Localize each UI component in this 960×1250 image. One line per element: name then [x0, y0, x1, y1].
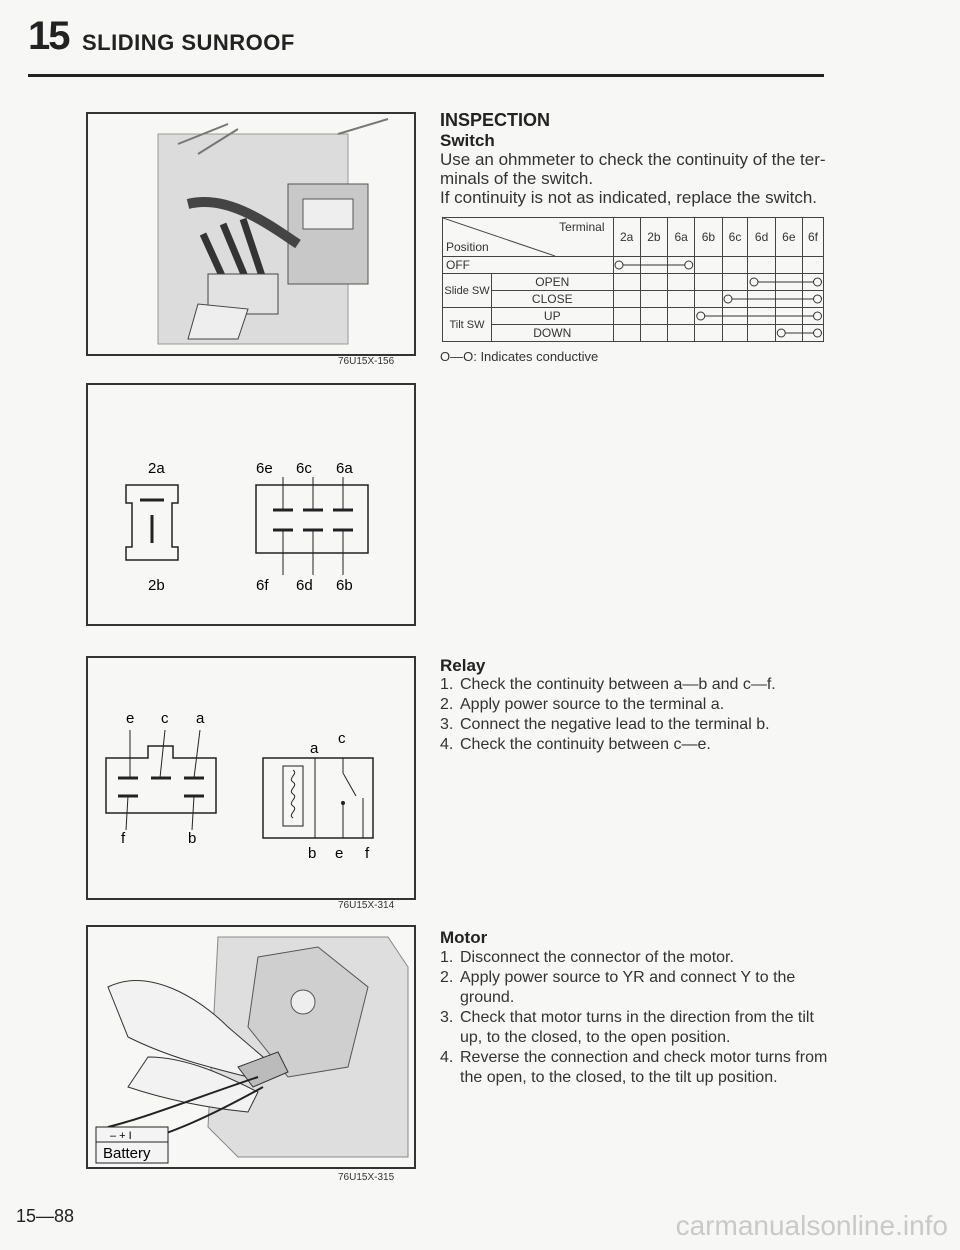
relay-terminal-a: a	[196, 710, 205, 727]
switch-instructions	[440, 150, 830, 207]
terminal-header: 6a	[668, 218, 695, 257]
list-item: 1. Check the continuity between a—b and c—f.	[440, 676, 776, 693]
list-item: 4. Check the continuity between c—e.	[440, 736, 711, 753]
relay-terminal-c: c	[161, 710, 169, 727]
table-row	[443, 325, 824, 342]
list-item: 3. Connect the negative lead to the terminal b.	[440, 716, 770, 733]
row-label-off: OFF	[443, 257, 614, 274]
group-label-tilt: Tilt SW	[443, 308, 492, 342]
list-item: 2. Apply power source to YR and connect Y to the ground.	[440, 969, 796, 1006]
switch-terminal-diagram	[88, 385, 414, 624]
battery-label: Battery	[103, 1145, 151, 1162]
terminal-label-6e: 6e	[256, 460, 273, 477]
switch-photo-illustration	[88, 114, 414, 354]
relay-figure	[86, 656, 416, 900]
group-label-slide: Slide SW	[443, 274, 492, 308]
terminal-label-6d: 6d	[296, 577, 313, 594]
table-row	[443, 291, 824, 308]
header-rule	[28, 74, 824, 77]
table-row	[443, 308, 824, 325]
switch-text-line-2: minals of the switch.	[440, 169, 594, 188]
list-item: 2. Apply power source to the terminal a.	[440, 696, 725, 713]
relay-heading: Relay	[440, 656, 486, 675]
conductive-legend: O—O: Indicates conductive	[440, 349, 599, 364]
relay-terminal-e: e	[126, 710, 135, 727]
motor-photo-illustration	[88, 927, 414, 1167]
relay-terminal-f: f	[121, 830, 126, 847]
figure-code-switch: 76U15X-156	[338, 356, 395, 367]
terminal-header: 6d	[748, 218, 775, 257]
page-number: 15—88	[16, 1206, 75, 1226]
terminal-header: 6e	[775, 218, 802, 257]
inspection-heading: INSPECTION	[440, 110, 551, 130]
corner-position-label: Position	[446, 240, 489, 254]
table-header-row	[443, 218, 824, 257]
switch-terminal-figure	[86, 383, 416, 626]
list-item: 3. Check that motor turns in the direction from the tilt up, to the closed, to the open position.	[440, 1009, 814, 1046]
motor-photo-figure	[86, 925, 416, 1169]
table-row	[443, 274, 824, 291]
switch-text-line-1: Use an ohmmeter to check the continuity of the ter-	[440, 150, 826, 169]
schematic-terminal-b: b	[308, 845, 317, 862]
switch-photo-figure	[86, 112, 416, 356]
row-label-close: CLOSE	[492, 291, 614, 308]
terminal-header: 2a	[613, 218, 640, 257]
figure-code-relay: 76U15X-314	[338, 900, 395, 911]
terminal-label-2b: 2b	[148, 577, 165, 594]
row-label-down: DOWN	[492, 325, 614, 342]
switch-heading: Switch	[440, 131, 495, 150]
list-item: 4. Reverse the connection and check motor turns from the open, to the closed, to the tilt up position.	[440, 1049, 828, 1086]
motor-steps	[440, 948, 830, 1088]
switch-continuity-table	[442, 217, 824, 342]
terminal-label-6c: 6c	[296, 460, 312, 477]
relay-diagram	[88, 658, 414, 898]
terminal-header: 6b	[695, 218, 722, 257]
battery-terminals: – + I	[110, 1130, 132, 1142]
motor-heading: Motor	[440, 928, 488, 947]
section-title: SLIDING SUNROOF	[82, 30, 295, 55]
switch-text-line-3: If continuity is not as indicated, replace the switch.	[440, 188, 818, 207]
section-number: 15	[28, 14, 69, 58]
row-label-open: OPEN	[492, 274, 614, 291]
schematic-terminal-c: c	[338, 730, 346, 747]
terminal-label-2a: 2a	[148, 460, 165, 477]
list-item: 1. Disconnect the connector of the motor.	[440, 949, 734, 966]
terminal-label-6a: 6a	[336, 460, 353, 477]
terminal-header: 6c	[722, 218, 748, 257]
row-label-up: UP	[492, 308, 614, 325]
schematic-terminal-f: f	[365, 845, 370, 862]
terminal-header: 2b	[640, 218, 667, 257]
terminal-header: 6f	[802, 218, 823, 257]
corner-terminal-label: Terminal	[559, 220, 605, 234]
relay-steps	[440, 675, 830, 755]
watermark: carmanualsonline.info	[675, 1210, 948, 1241]
terminal-label-6b: 6b	[336, 577, 353, 594]
relay-terminal-b: b	[188, 830, 197, 847]
table-row	[443, 257, 824, 274]
schematic-terminal-e: e	[335, 845, 344, 862]
terminal-label-6f: 6f	[256, 577, 269, 594]
table-corner-cell	[443, 218, 614, 257]
schematic-terminal-a: a	[310, 740, 319, 757]
figure-code-motor: 76U15X-315	[338, 1172, 395, 1183]
